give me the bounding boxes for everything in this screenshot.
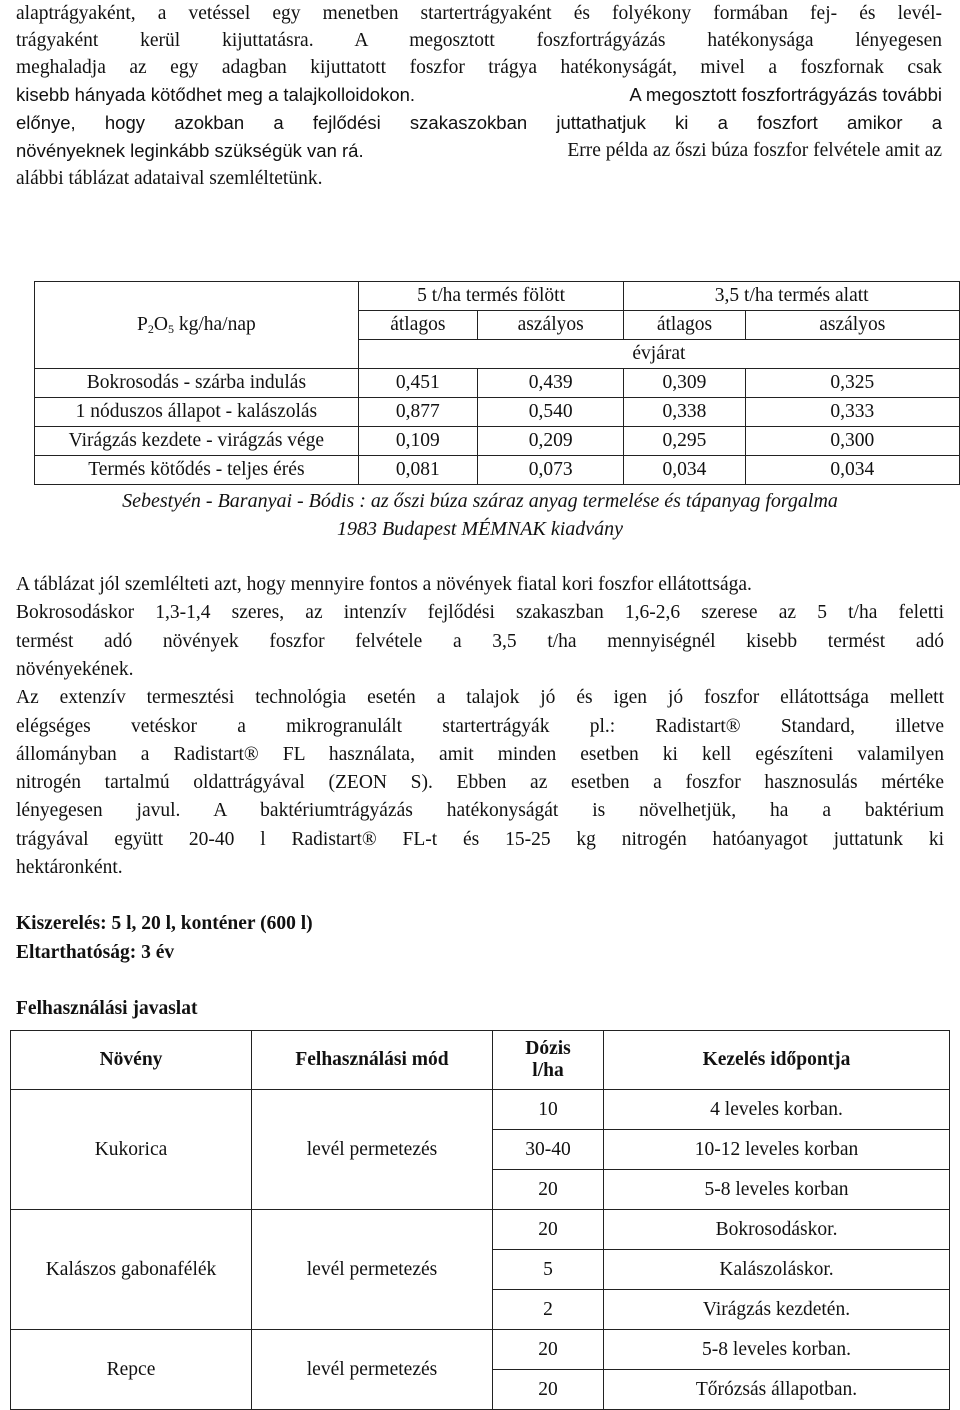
table-row — [35, 369, 960, 398]
group-header: 5 t/ha termés fölött — [358, 282, 624, 311]
timing-cell: 5-8 leveles korban — [604, 1170, 950, 1210]
timing-cell: Virágzás kezdetén. — [604, 1290, 950, 1330]
intro-line: alábbi táblázat adataival szemléltetünk. — [16, 168, 323, 189]
value-cell: 0,540 — [477, 398, 623, 427]
method-cell: levél permetezés — [252, 1330, 493, 1410]
timing-cell: Kalászoláskor. — [604, 1250, 950, 1290]
formula-p: P — [137, 313, 148, 335]
formula-sub: 2 — [147, 321, 154, 336]
timing-cell: Bokrosodáskor. — [604, 1210, 950, 1250]
body-line: állományban a Radistart® FL használata, amit minden esetben ki kell egészíteni valamilyen — [16, 744, 944, 765]
table-caption: Sebestyén - Baranyai - Bódis : az őszi búza száraz anyag termelése és tápanyag forgalma — [122, 490, 838, 512]
header-dose — [493, 1031, 604, 1090]
sub-header: átlagos — [624, 311, 745, 340]
intro-segment: növényeknek leginkább szükségük van rá. — [16, 140, 364, 161]
usage-header-row — [11, 1031, 950, 1090]
usage-title: Felhasználási javaslat — [16, 998, 198, 1019]
plant-cell: Kukorica — [11, 1090, 252, 1210]
intro-line: alaptrágyaként, a vetéssel egy menetben startertrágyaként és folyékony formában fej- és levél- — [16, 3, 942, 24]
value-cell: 0,338 — [624, 398, 745, 427]
intro-line-mixed — [16, 137, 942, 165]
stage-cell: Virágzás kezdete - virágzás vége — [35, 427, 359, 456]
table-row — [11, 1090, 950, 1130]
shelf-life-info: Eltarthatóság: 3 év — [16, 942, 175, 963]
intro-segment: A megosztott foszfortrágyázás további — [629, 84, 942, 105]
timing-cell: 10-12 leveles korban — [604, 1130, 950, 1170]
sub-header: aszályos — [745, 311, 959, 340]
stage-cell: 1 nóduszos állapot - kalászolás — [35, 398, 359, 427]
packaging-info: Kiszerelés: 5 l, 20 l, konténer (600 l) — [16, 913, 313, 934]
table-row — [11, 1330, 950, 1370]
body-line: hektáronként. — [16, 857, 123, 878]
intro-line-mixed — [16, 81, 942, 109]
table-row — [11, 1210, 950, 1250]
dose-cell: 20 — [493, 1210, 604, 1250]
value-cell: 0,295 — [624, 427, 745, 456]
plant-cell: Repce — [11, 1330, 252, 1410]
body-line: A táblázat jól szemlélteti azt, hogy mennyire fontos a növények fiatal kori foszfor ellátottsága. — [16, 574, 752, 595]
sub-header: átlagos — [358, 311, 477, 340]
dose-cell: 2 — [493, 1290, 604, 1330]
table-caption: 1983 Budapest MÉMNAK kiadvány — [336, 518, 624, 540]
timing-cell: Tőrózsás állapotban. — [604, 1370, 950, 1410]
intro-line — [16, 27, 942, 54]
phosphorus-uptake-table — [34, 281, 960, 485]
plant-cell: Kalászos gabonafélék — [11, 1210, 252, 1330]
usage-table — [10, 1030, 950, 1410]
body-line: nitrogén tartalmú oldattrágyával (ZEON S). Ebben az esetben a foszfor hasznosulás mértéke — [16, 772, 944, 793]
sub-header: aszályos — [477, 311, 623, 340]
value-cell: 0,300 — [745, 427, 959, 456]
formula-unit: kg/ha/nap — [173, 313, 256, 335]
value-cell: 0,073 — [477, 456, 623, 485]
value-cell: 0,877 — [358, 398, 477, 427]
dose-cell: 20 — [493, 1330, 604, 1370]
formula-o: O — [153, 313, 168, 335]
value-cell: 0,439 — [477, 369, 623, 398]
dose-cell: 20 — [493, 1170, 604, 1210]
intro-line: előnye, hogy azokban a fejlődési szakaszokban juttathatjuk ki a foszfort amikor a — [16, 112, 942, 133]
value-cell: 0,325 — [745, 369, 959, 398]
stage-cell: Bokrosodás - szárba indulás — [35, 369, 359, 398]
header-dose-line: Dózis — [525, 1038, 571, 1059]
body-line: Bokrosodáskor 1,3-1,4 szeres, az intenzív fejlődési szakaszban 1,6-2,6 szerese az 5 t/ha feletti — [16, 602, 944, 623]
dose-cell: 10 — [493, 1090, 604, 1130]
stage-cell: Termés kötődés - teljes érés — [35, 456, 359, 485]
method-cell: levél permetezés — [252, 1210, 493, 1330]
year-label: évjárat — [358, 340, 959, 369]
header-dose-line: l/ha — [532, 1060, 564, 1081]
table-row — [35, 456, 960, 485]
body-line: elégséges vetéskor a mikrogranulált startertrágyák pl.: Radistart® Standard, illetve — [16, 716, 944, 737]
dose-cell: 5 — [493, 1250, 604, 1290]
body-line: Az extenzív termesztési technológia esetén a talajok jó és igen jó foszfor ellátottsága mellett — [16, 687, 944, 708]
method-cell: levél permetezés — [252, 1090, 493, 1210]
body-line: lényegesen javul. A baktériumtrágyázás hatékonyságát is növelhetjük, ha a baktérium — [16, 800, 944, 821]
row-header-cell — [35, 282, 359, 369]
body-line: termést adó növények foszfor felvétele a 3,5 t/ha mennyiségnél kisebb termést adó — [16, 631, 944, 652]
dose-cell: 20 — [493, 1370, 604, 1410]
value-cell: 0,034 — [624, 456, 745, 485]
value-cell: 0,333 — [745, 398, 959, 427]
value-cell: 0,034 — [745, 456, 959, 485]
table-row — [35, 427, 960, 456]
value-cell: 0,081 — [358, 456, 477, 485]
body-line: trágyával együtt 20-40 l Radistart® FL-t és 15-25 kg nitrogén hatóanyagot juttatunk ki — [16, 829, 944, 850]
intro-line: meghaladja az egy adagban kijuttatott foszfor trágya hatékonyságát, mivel a foszfornak csak — [16, 57, 942, 78]
header-plant: Növény — [11, 1031, 252, 1090]
value-cell: 0,209 — [477, 427, 623, 456]
intro-segment: kisebb hányada kötődhet meg a talajkolloidokon. — [16, 84, 416, 105]
value-cell: 0,309 — [624, 369, 745, 398]
intro-line: trágyaként kerül kijuttatásra. A megosztott foszfortrágyázás hatékonysága lényegesen — [16, 30, 942, 51]
table-header-row — [35, 282, 960, 311]
formula-sub: 5 — [167, 321, 174, 336]
table-row — [35, 398, 960, 427]
header-method: Felhasználási mód — [252, 1031, 493, 1090]
body-line: növényekének. — [16, 659, 134, 680]
group-header: 3,5 t/ha termés alatt — [624, 282, 960, 311]
timing-cell: 5-8 leveles korban. — [604, 1330, 950, 1370]
intro-segment: Erre példa az őszi búza foszfor felvétele amit az — [567, 140, 942, 161]
dose-cell: 30-40 — [493, 1130, 604, 1170]
timing-cell: 4 leveles korban. — [604, 1090, 950, 1130]
header-timing: Kezelés időpontja — [604, 1031, 950, 1090]
value-cell: 0,109 — [358, 427, 477, 456]
value-cell: 0,451 — [358, 369, 477, 398]
